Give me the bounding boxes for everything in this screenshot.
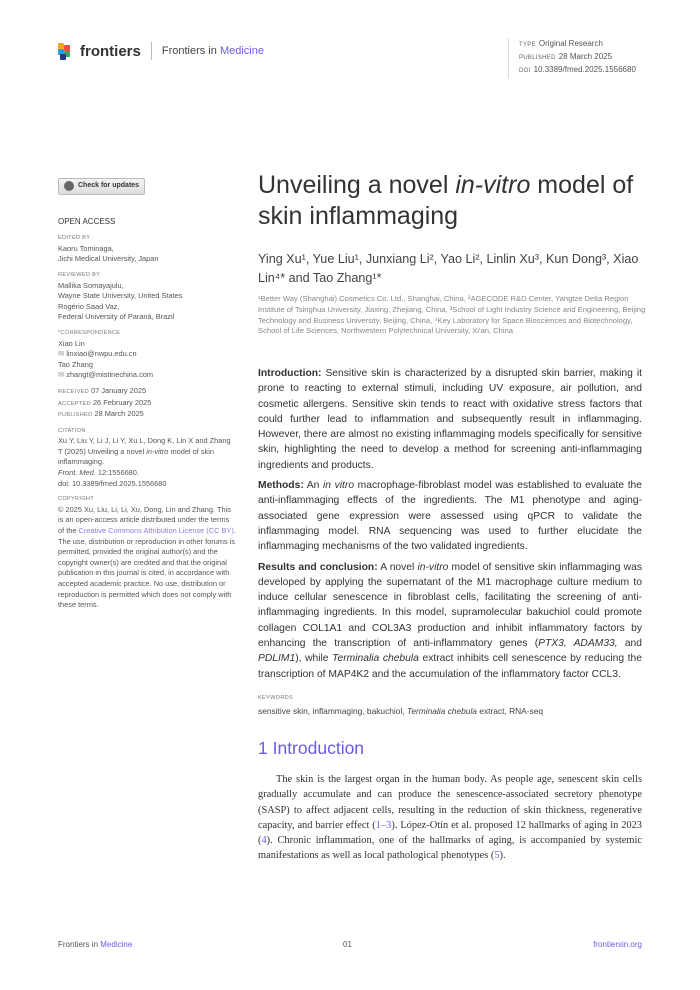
published-date: 28 March 2025 — [94, 409, 144, 419]
keywords-part: extract, RNA-seq — [476, 706, 544, 716]
abstract-methods — [258, 478, 642, 554]
keywords-italic: Terminalia chebula — [406, 706, 477, 716]
published-label: PUBLISHED — [519, 55, 556, 61]
journal-name — [162, 45, 264, 57]
gene-names: PTX3, ADAM33, — [538, 638, 618, 650]
abstract-text: Sensitive skin is characterized by a disrupted skin barrier, making it prone to reacting to external stimuli, including UV exposure, air pollution, and cosmetic allergens. Sensitive skin tends to react with oxidative stress factors that could further lead to inflammation and subsequently result in inflammaging. However, there are almost no existing inflammaging models specifically for sensitive skin, highlighting the need to develop a method for screening anti-inflammaging ingredients and products. — [258, 368, 642, 471]
citation-volume: 12:1556680. — [95, 468, 139, 478]
abstract-heading: Results and conclusion: — [258, 561, 378, 573]
affiliations: ¹Better Way (Shanghai) Cosmetics Co. Ltd., Shanghai, China, ²AGECODE R&D Center, Yangtze Delta Region Institute of Tsinghua University, Jiaxing, Zhejiang, China, ³School of Light Industry Science and Engineering, Beijing Technology and Business University, Beijing, China, ⁴Key Laboratory for Space Biosciences and Biotechnology, School of Life Sciences, Northwestern Polytechnical University, Xi'an, China — [258, 294, 646, 336]
reference-link[interactable]: 1–3 — [375, 819, 392, 831]
copyright-part: . The use, distribution or reproduction in other forums is permitted, provided the original author(s) and the copyright owner(s) are credited and that the original publication in this journal is cited, in accordance with accepted academic practice. No use, distribution or reproduction is permitted which does not comply with these terms. — [58, 526, 236, 610]
citation-part: model of skin inflammaging. — [58, 446, 214, 467]
body-paragraph — [258, 772, 642, 864]
abstract-text: An — [303, 480, 323, 492]
copyright-part: © 2025 Xu, Liu, Li, Li, Xu, Dong, Lin and Zhang. This is an open-access article distributed under the terms of the — [58, 504, 231, 536]
gene-names: PDLIM1 — [258, 653, 296, 665]
copyright-label: COPYRIGHT — [58, 496, 94, 503]
abstract-results — [258, 560, 642, 682]
title-italic: in-vitro — [455, 171, 531, 199]
abstract-text: model of sensitive skin inflammaging was developed by applying the supernatant of the M1 macrophage culture medium to induce cellular senescence in fibroblast cells, facilitating the screening of anti-inflammaging ingredients. In this model, supramolecular bakuchiol could promote collagen COL1A1 and COL3A3 production and inhibit inflammatory factors by enhancing the transcription of anti-inflammatory genes ( — [258, 561, 642, 650]
published-date: 28 March 2025 — [558, 52, 613, 61]
correspondence-label: *CORRESPONDENCE — [58, 329, 121, 336]
corr-name: Xiao Lin — [58, 338, 85, 348]
type-label: TYPE — [519, 42, 536, 48]
edited-by-label: EDITED BY — [58, 235, 91, 242]
citation-doi: doi: 10.3389/fmed.2025.1556680 — [58, 478, 167, 488]
accepted-label: ACCEPTED — [58, 400, 91, 407]
body-text: The skin is the largest organ in the human body. As people age, senescent skin cells gradually accumulate and can produce the senescence-associated secretory phenotype (SASP) to affect adjacent cells, resulting in the reduction of skin thickness, regenerative capacity, and barrier effect ( — [258, 774, 642, 831]
citation-label: CITATION — [58, 427, 86, 434]
check-updates-label: Check for updates — [78, 182, 140, 189]
reviewer-affiliation: Federal University of Paraná, Brazil — [58, 312, 175, 322]
abstract-introduction — [258, 366, 642, 473]
keywords-list — [258, 706, 648, 716]
keywords-label: KEYWORDS — [258, 695, 294, 701]
article-meta — [508, 38, 636, 78]
doi-label: DOI — [519, 68, 531, 74]
sidebar — [58, 178, 236, 611]
cc-by-license-link[interactable]: Creative Commons Attribution License (CC BY) — [78, 526, 234, 536]
frontiers-logo — [58, 42, 264, 60]
frontiers-logo-icon — [58, 43, 72, 59]
reviewer-name: Rogério Saad Vaz, — [58, 301, 120, 311]
title-part: model of skin inflammaging — [258, 171, 634, 230]
reviewer-affiliation: Wayne State University, United States — [58, 291, 183, 301]
open-access-label: OPEN ACCESS — [58, 216, 116, 226]
abstract-text: macrophage-fibroblast model was established to evaluate the anti-inflammaging effects of the ingredients. The M1 phenotype and aging-associated gene expression were assessed using qPCR to validate the inflammaging model. RNA sequencing was used to further elucidate the inflammaging mechanisms of the two validated ingredients. — [258, 480, 643, 553]
editor-name: Kaoru Tominaga, — [58, 243, 114, 253]
footer-journal — [58, 940, 132, 949]
keywords — [258, 690, 648, 716]
citation-journal: Front. Med. — [58, 468, 96, 478]
editor-affiliation: Jichi Medical University, Japan — [58, 254, 159, 264]
divider — [151, 42, 152, 60]
site-link[interactable]: frontiersin.org — [593, 940, 642, 949]
page-number: 01 — [343, 940, 352, 949]
published-label: PUBLISHED — [58, 412, 93, 419]
article-type: Original Research — [538, 39, 603, 48]
brand-name: frontiers — [80, 42, 141, 60]
abstract-heading: Introduction: — [258, 368, 322, 379]
accepted-date: 26 February 2025 — [92, 397, 152, 407]
reviewer-name: Mallika Somayajulu, — [58, 280, 124, 290]
keywords-part: sensitive skin, inflammaging, bakuchiol, — [258, 706, 407, 716]
article-title — [258, 170, 648, 232]
body-text: ). Chronic inflammation, one of the hallmarks of aging, is accompanied by systemic manifestations as well as local pathological phenotypes ( — [258, 835, 642, 862]
abstract-text: ), while — [295, 653, 333, 665]
abstract-text: A novel — [377, 561, 418, 573]
citation-part: Xu Y, Liu Y, Li J, Li Y, Xu L, Dong K, Lin X and Zhang T (2025) Unveiling a novel — [58, 436, 231, 456]
abstract-italic: in-vitro — [417, 561, 449, 573]
abstract-text: extract inhibits cell senescence by reducing the transcription of MAP4K2 and the accumulation of the inflammatory factor CCL3. — [258, 653, 642, 680]
corr-name: Tao Zhang — [58, 359, 93, 369]
abstract — [258, 366, 642, 687]
section-heading: 1 Introduction — [258, 738, 365, 758]
check-for-updates-button[interactable] — [58, 178, 145, 195]
received-date: 07 January 2025 — [91, 385, 147, 395]
doi-link[interactable]: 10.3389/fmed.2025.1556680 — [533, 65, 636, 74]
reference-link[interactable]: 4 — [261, 835, 267, 847]
footer-journal-prefix: Frontiers in — [58, 940, 99, 949]
abstract-italic: in vitro — [323, 480, 355, 492]
title-part: Unveiling a novel — [258, 171, 456, 199]
corr-email-link[interactable]: ✉ zhangt@mistinechina.com — [58, 370, 236, 381]
reference-link[interactable]: 5 — [494, 850, 500, 862]
citation-italic: in-vitro — [146, 446, 169, 456]
received-label: RECEIVED — [58, 388, 89, 395]
journal-title: Medicine — [219, 45, 264, 57]
citation-text — [58, 436, 236, 489]
abstract-heading: Methods: — [258, 480, 304, 492]
corr-email-link[interactable]: ✉ linxiao@nwpu.edu.cn — [58, 349, 236, 360]
footer-journal-name: Medicine — [100, 940, 133, 949]
abstract-text: and — [617, 638, 643, 650]
species-name: Terminalia chebula — [332, 653, 419, 665]
body-text: ). — [499, 850, 506, 862]
update-icon — [64, 181, 74, 191]
body-text: ). López-Otín et al. proposed 12 hallmarks of aging in 2023 ( — [258, 819, 643, 847]
journal-prefix: Frontiers in — [161, 45, 217, 57]
reviewed-by-label: REVIEWED BY — [58, 271, 101, 278]
author-list: Ying Xu¹, Yue Liu¹, Junxiang Li², Yao Li², Linlin Xu³, Kun Dong³, Xiao Lin⁴* and Tao Zhang¹* — [258, 252, 639, 285]
copyright-text — [58, 505, 236, 611]
